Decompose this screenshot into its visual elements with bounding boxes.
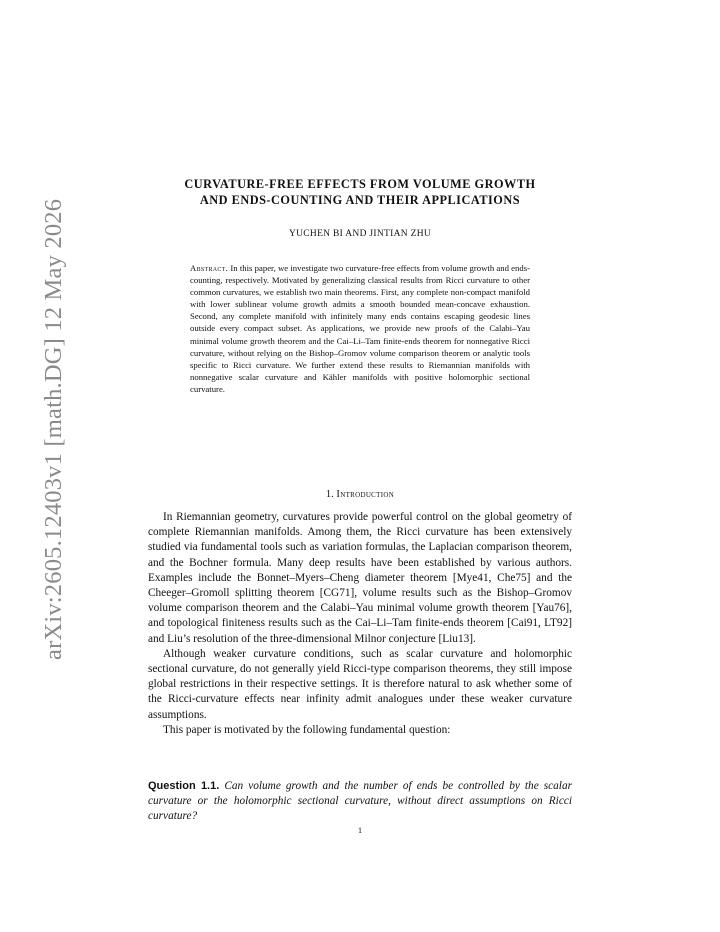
section-number: 1. xyxy=(325,489,334,500)
abstract-label: Abstract. xyxy=(190,263,229,273)
section-heading xyxy=(148,489,572,500)
paragraph: Although weaker curvature conditions, such as scalar curvature and holomorphic sectional curvature, do not generally yield Ricci-type comparison theorems, they still impose global restrictions in their respective settings. It is therefore natural to ask whether some of the Ricci-curvature effects near infinity admit analogues under these weaker curvature assumptions. xyxy=(148,647,572,721)
question-text: Can volume growth and the number of ends be controlled by the scalar curvature or the holomorphic sectional curvature, without direct assumptions on Ricci curvature? xyxy=(148,780,572,823)
section-name: Introduction xyxy=(336,489,395,500)
arxiv-identifier: arXiv:2605.12403v1 [math.DG] 12 May 2026 xyxy=(40,198,67,660)
introduction-body xyxy=(148,510,572,738)
title-line-2: AND ENDS-COUNTING AND THEIR APPLICATIONS xyxy=(199,193,521,207)
arxiv-identifier-margin xyxy=(12,198,67,660)
paragraph: In Riemannian geometry, curvatures provide powerful control on the global geometry of complete Riemannian manifolds. Among them, the Ricci curvature has been extensively studied via fundamental tools such as variation formulas, the Laplacian comparison theorem, and the Bochner formula. Many deep results have been established by various authors. Examples include the Bonnet–Myers–Cheng diameter theorem [Mye41, Che75] and the Cheeger–Gromoll splitting theorem [CG71], volume results such as the Bishop–Gromov volume comparison theorem and the Calabi–Yau minimal volume growth theorem [Yau76], and topological finiteness results such as the Cai–Li–Tam finite-ends theorem [Cai91, LT92] and Liu’s resolution of the three-dimensional Milnor conjecture [Liu13]. xyxy=(148,511,572,645)
paper-authors: YUCHEN BI AND JINTIAN ZHU xyxy=(288,229,432,239)
title-line-1: CURVATURE-FREE EFFECTS FROM VOLUME GROWTH xyxy=(184,177,536,191)
abstract-text: In this paper, we investigate two curvature-free effects from volume growth and ends-counting, respectively. Motivated by generalizing classical results from Ricci curvature to other common curvatures, we establish two main theorems. First, any complete non-compact manifold with lower sublinear volume growth admits a smooth bounded mean-concave exhaustion. Second, any complete manifold with infinitely many ends contains escaping geodesic lines outside every compact subset. As applications, we provide new proofs of the Calabi–Yau minimal volume growth theorem and the Cai–Li–Tam finite-ends theorem for nonnegative Ricci curvature, without relying on the Bishop–Gromov volume comparison theorem or analytic tools specific to Ricci curvature. We further extend these results to Riemannian manifolds with nonnegative scalar curvature and Kähler manifolds with positive holomorphic sectional curvature. xyxy=(190,263,530,394)
question-block xyxy=(148,779,572,825)
page-number: 1 xyxy=(357,825,363,835)
paper-title xyxy=(140,176,580,208)
paragraph: This paper is motivated by the following fundamental question: xyxy=(163,723,451,736)
question-label: Question 1.1. xyxy=(148,780,220,792)
abstract xyxy=(190,262,530,395)
